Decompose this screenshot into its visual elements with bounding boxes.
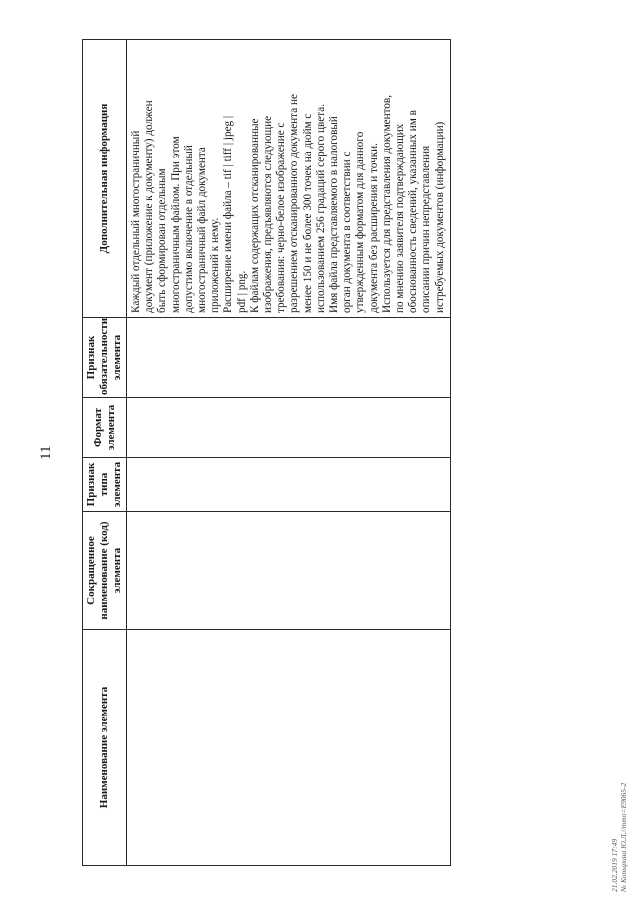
cell-element-type [127,458,451,512]
document-table [82,39,451,866]
page-number: 11 [38,445,54,460]
cell-element-code [127,512,451,630]
stamp-author: № Копырина Ю.Л.//mmo=E9065-2 [619,782,628,892]
header-additional-info: Дополнительная информация [83,40,127,318]
header-element-format: Формат элемента [83,398,127,458]
table-wrapper [82,40,446,866]
stamp-datetime: 21.02.2019 17:49 [610,838,619,892]
header-element-type: Признак типа элемента [83,458,127,512]
header-element-required: Признак обязательности элемента [83,318,127,398]
table-row [127,40,451,866]
registration-stamp [610,742,628,892]
cell-element-required [127,318,451,398]
cell-element-format [127,398,451,458]
table-header-row [83,40,127,866]
header-element-name: Наименование элемента [83,630,127,866]
header-element-code: Сокращенное наименование (код) элемента [83,512,127,630]
cell-additional-info: Каждый отдельный многостраничный документ (приложение к документу) должен быть сформирован отдельным многостраничным файлом. При этом допустимо включение в отдельный многостраничный файл документа приложений к нему. Расширение имени файла – tif | tiff | jpeg | pdf | png. К файлам содержащих отсканированные изображения, предъявляются следующие требования: черно-белое изображение с разрешением отсканированного документа не менее 150 и не более 300 точек на дюйм с использованием 256 градаций серого цвета. Имя файла представляемого в налоговый орган документа в соответствии с утвержденным форматом для данного документа без расширения и точки. Используется для представления документов, по мнению заявителя подтверждающих обоснованность сведений, указанных им в описании причин непредставления истребуемых документов (информации) [127,40,451,318]
cell-element-name [127,630,451,866]
